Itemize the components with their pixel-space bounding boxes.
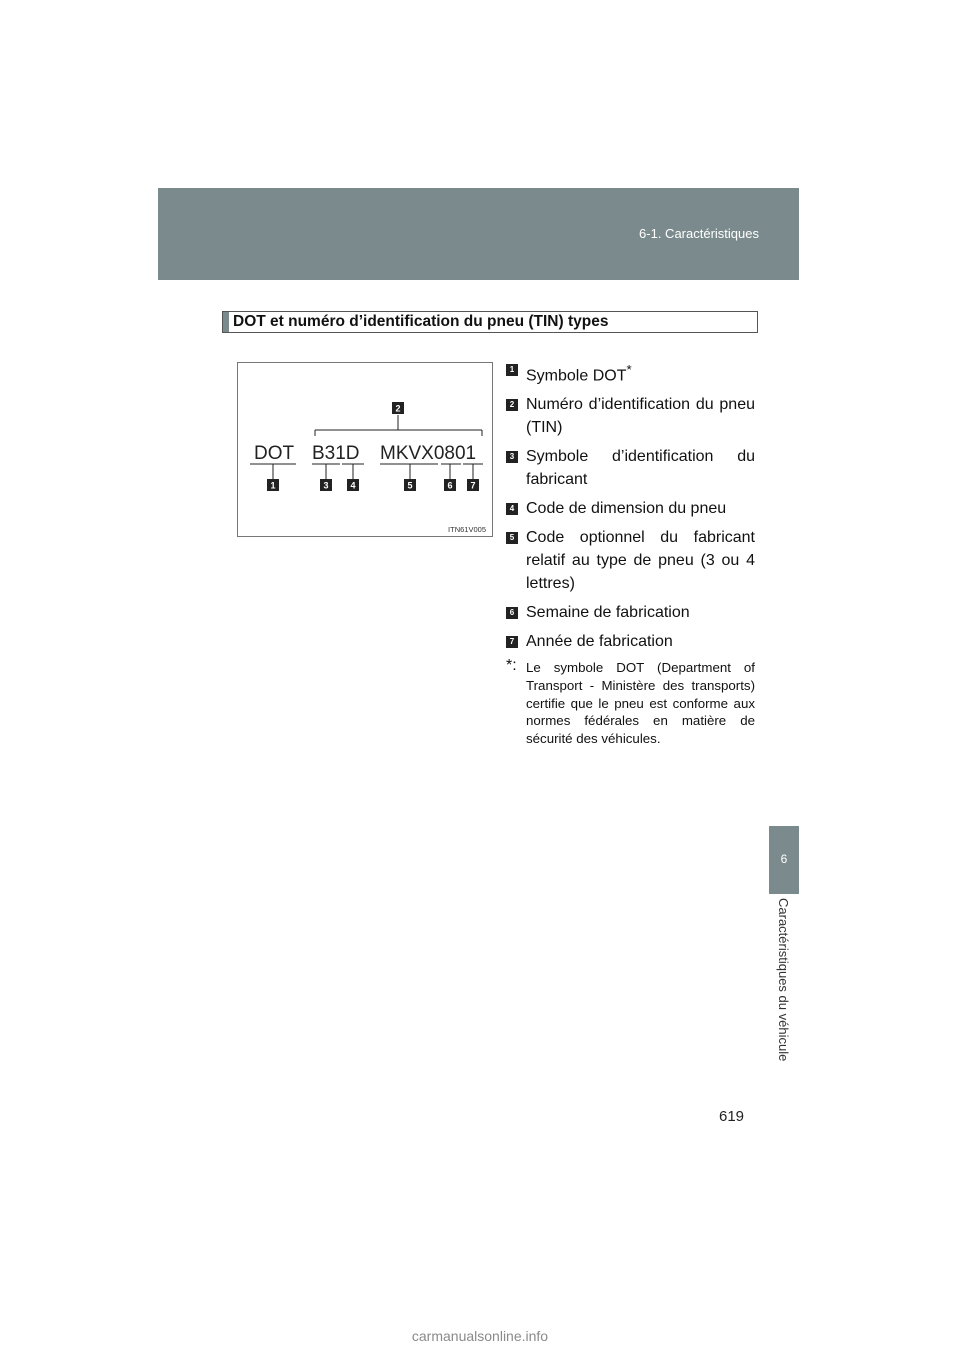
callout-7-label: 7 xyxy=(470,480,476,491)
item-number-badge: 5 xyxy=(506,532,518,544)
chapter-label: Caractéristiques du véhicule xyxy=(776,898,791,1062)
item-text: Symbole DOT xyxy=(526,367,627,385)
item-number-badge: 3 xyxy=(506,451,518,463)
legend-list xyxy=(506,358,755,748)
callout-4-label: 4 xyxy=(350,480,356,491)
tin-diagram xyxy=(238,363,494,538)
footnote-text: Le symbole DOT (Department of Transport - Ministère des transports) certifie que le pneu est conforme aux normes fédérales en matière de sécurité des véhicules. xyxy=(526,660,755,747)
item-number-badge: 4 xyxy=(506,503,518,515)
item-number-badge: 6 xyxy=(506,607,518,619)
header-band xyxy=(158,188,799,280)
item-number-badge: 1 xyxy=(506,364,518,376)
tin-figure xyxy=(237,362,493,537)
code-b31d: B31D xyxy=(312,443,360,464)
code-dot: DOT xyxy=(254,443,295,464)
item-number-badge: 7 xyxy=(506,636,518,648)
callout-2-label: 2 xyxy=(395,403,401,414)
list-item xyxy=(506,393,755,439)
footnote-star: *: xyxy=(506,657,517,675)
callout-5-label: 5 xyxy=(407,480,413,491)
chapter-number: 6 xyxy=(780,852,788,866)
header-section-title: 6-1. Caractéristiques xyxy=(639,226,759,241)
item-number-badge: 2 xyxy=(506,399,518,411)
item-text: Semaine de fabrication xyxy=(526,604,690,622)
list-item xyxy=(506,358,755,387)
code-mkvx0801: MKVX0801 xyxy=(380,443,477,464)
callout-3-label: 3 xyxy=(323,480,329,491)
item-text: Code de dimension du pneu xyxy=(526,500,727,518)
figure-id: ITN61V005 xyxy=(448,525,486,534)
footnote xyxy=(506,659,755,748)
list-item xyxy=(506,497,755,520)
section-title: DOT et numéro d’identification du pneu (TIN) types xyxy=(222,311,758,333)
page-number: 619 xyxy=(719,1108,745,1125)
callout-1-label: 1 xyxy=(270,480,276,491)
list-item xyxy=(506,526,755,595)
item-text: Numéro d’identification du pneu (TIN) xyxy=(526,396,755,437)
list-item xyxy=(506,630,755,653)
item-text: Code optionnel du fabricant relatif au type de pneu (3 ou 4 lettres) xyxy=(526,529,755,593)
list-item xyxy=(506,601,755,624)
footnote-marker: * xyxy=(626,362,632,377)
item-text: Année de fabrication xyxy=(526,633,673,651)
callout-6-label: 6 xyxy=(447,480,453,491)
watermark: carmanualsonline.info xyxy=(411,1328,549,1344)
item-text: Symbole d’identification du fabricant xyxy=(526,448,755,489)
list-item xyxy=(506,445,755,491)
chapter-tab xyxy=(769,826,799,894)
